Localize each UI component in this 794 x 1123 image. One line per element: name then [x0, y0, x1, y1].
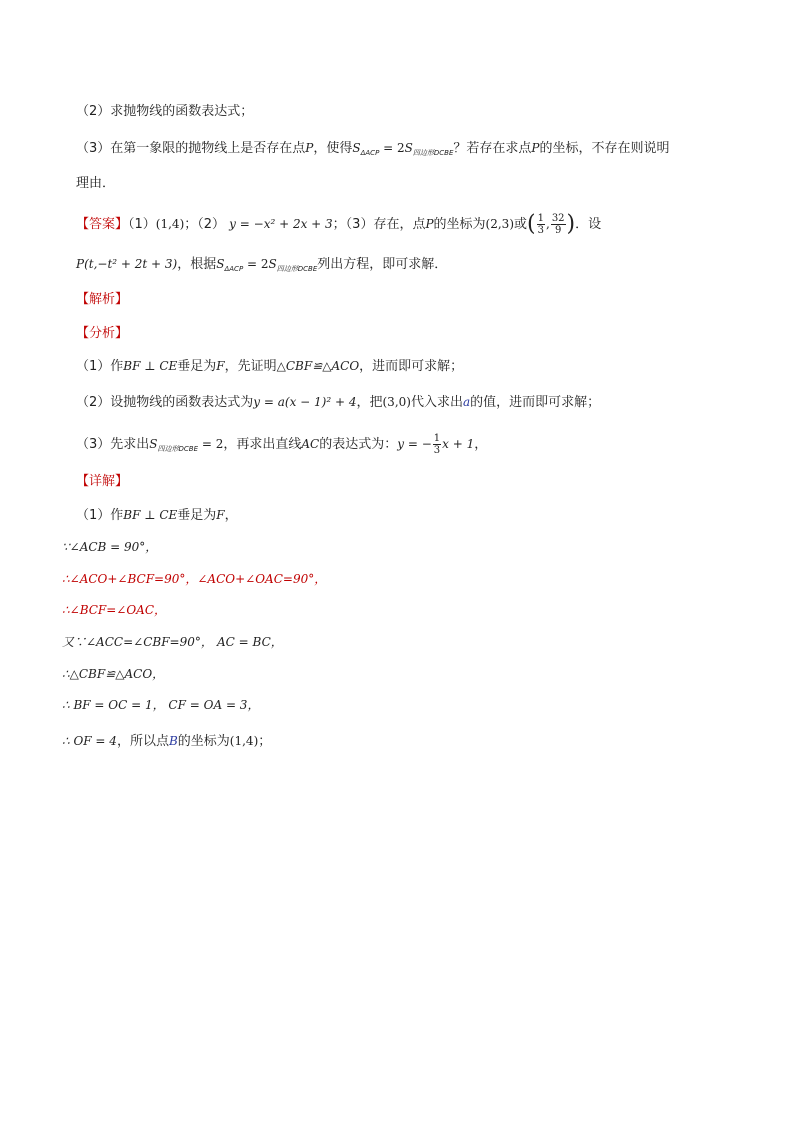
a3-prefix: （3）先求出 [76, 437, 150, 452]
area-sub-quad: 四边形DCBE [412, 149, 454, 157]
answer-point-p: P(t,−t² + 2t + 3) [76, 257, 178, 271]
d8e-text: (1,4) [229, 734, 259, 748]
a2-mid2: 代入求出 [410, 395, 463, 410]
answer-1: (1,4) [155, 217, 185, 231]
question-3-prefix: （3）在第一象限的抛物线上是否存在点 [76, 141, 306, 156]
a1-math: BF ⊥ CE [123, 359, 178, 373]
a2-math: y = a(x − 1)² + 4 [253, 395, 357, 409]
a1-mid: 垂足为 [177, 359, 217, 374]
question-3-suffix2: 的坐标，不存在则说明 [539, 141, 670, 156]
area-symbol-5: S [149, 437, 158, 451]
a3-ac: AC [301, 437, 320, 451]
area-symbol-3: S [216, 257, 225, 271]
detail-5 [62, 632, 283, 653]
detail-4 [62, 600, 166, 621]
analysis-2 [76, 392, 600, 413]
d4-text: ∴∠BCF=∠OAC， [62, 603, 167, 617]
equals-two-2: = 2 [243, 257, 269, 271]
area-sub-acp-2: ΔACP [224, 265, 244, 273]
d1-end: ， [224, 508, 238, 523]
equals-two: = 2 [379, 141, 405, 155]
d1-math: BF ⊥ CE [123, 508, 178, 522]
d1-prefix: （1）作 [76, 508, 124, 523]
question-3-suffix1: ？若存在求点 [453, 141, 532, 156]
d1-mid: 垂足为 [177, 508, 217, 523]
frac2-den: 9 [554, 225, 562, 236]
area-symbol-2: S [404, 141, 413, 155]
question-3-mid: ，使得 [313, 141, 353, 156]
fraction-1-3 [537, 213, 545, 236]
d6-text: ∴△CBF≌△ACO， [62, 667, 165, 681]
area-symbol: S [352, 141, 361, 155]
answer-p2: ；（2） [184, 217, 226, 232]
detail-7 [62, 695, 259, 716]
point-p-3: P [425, 217, 434, 231]
detail-2 [62, 537, 157, 558]
paren-right: ) [566, 211, 576, 237]
paren-left: ( [527, 211, 536, 237]
d2-text: ∵∠ACB = 90°， [62, 540, 158, 554]
d3-text: ∴∠ACO+∠BCF=90°，∠ACO+∠OAC=90°， [62, 572, 327, 586]
analysis-1 [76, 356, 463, 377]
detail-3 [62, 569, 326, 590]
frac2-num: 32 [551, 213, 565, 224]
d8f-text: ； [258, 734, 272, 749]
jiexi-tag: 【解析】 [76, 292, 129, 307]
frac1-num: 1 [537, 213, 544, 224]
answer-line2-end: 列出方程，即可求解． [317, 257, 448, 272]
a3-rest: x + 1 [442, 437, 475, 451]
question-3 [76, 138, 669, 163]
answer-2: y = −x² + 2x + 3 [229, 217, 333, 231]
question-2-text: （2）求抛物线的函数表达式； [76, 104, 254, 119]
answer-end: ．设 [575, 217, 602, 232]
fraction-1-3-b [433, 433, 441, 456]
d1-f: F [216, 508, 225, 522]
a2-point: (3,0) [382, 395, 411, 409]
d8d-text: 的坐标为 [177, 734, 230, 749]
a2-end: 的值，进而即可求解； [470, 395, 601, 410]
a1-prefix: （1）作 [76, 359, 124, 374]
a2-mid: ，把 [356, 395, 383, 410]
a2-a: a [462, 395, 471, 409]
d8a-text: ∴ OF = 4 [62, 734, 117, 748]
area-sub-quad-3: 四边形DCBE [157, 445, 199, 453]
frac1-den: 3 [537, 225, 544, 236]
answer-line-2 [76, 254, 447, 279]
a3-end: ， [474, 437, 488, 452]
d8b-text: ，所以点 [116, 734, 169, 749]
a3-mid: ，再求出直线 [223, 437, 302, 452]
answer-line2-text: ，根据 [177, 257, 217, 272]
d5a-text: 又∵∠ACC=∠CBF=90°， [62, 635, 213, 649]
area-symbol-4: S [268, 257, 277, 271]
point-p-2: P [531, 141, 540, 155]
a1-congruence: △CBF≌△ACO [276, 359, 360, 373]
answer-line-1: 【答案】（1）(1,4)；（2） y = −x² + 2x + 3；（3）存在，点P的坐标为(2,3)或( $\frac{1}{3}$ , $\frac{32}{9}$ )．设 [76, 211, 602, 237]
question-3-line2-text: 理由． [76, 176, 116, 191]
d7-text: ∴ BF = OC = 1， CF = OA = 3， [62, 698, 260, 712]
answer-p1: （1） [128, 217, 156, 232]
a1-f: F [216, 359, 225, 373]
answer-or: 或 [514, 217, 528, 232]
a1-end: ，进而即可求解； [359, 359, 464, 374]
fenxi-tag: 【分析】 [76, 326, 129, 341]
area-sub-quad-2: 四边形DCBE [276, 265, 318, 273]
a3-eq: = 2 [198, 437, 224, 451]
fraction-32-9 [551, 213, 566, 236]
a3-y: y = − [397, 437, 432, 451]
answer-p3b: 的坐标为 [433, 217, 486, 232]
d8-point-b: B [168, 734, 178, 748]
d5b-text: AC = BC， [217, 635, 283, 649]
a2-prefix: （2）设抛物线的函数表达式为 [76, 395, 254, 410]
a3-num: 1 [433, 433, 441, 444]
question-2 [76, 102, 253, 122]
a3-den: 3 [433, 445, 441, 456]
a1-text: ，先证明 [224, 359, 277, 374]
answer-p3: ；（3）存在，点 [332, 217, 426, 232]
detail-6 [62, 664, 164, 685]
answer-tag: 【答案】 [76, 217, 129, 232]
analysis-3 [76, 431, 487, 462]
detail-1 [76, 505, 238, 526]
area-sub-acp: ΔACP [360, 149, 380, 157]
detail-8 [62, 731, 271, 752]
point-p: P [305, 141, 314, 155]
a3-mid2: 的表达式为： [319, 437, 398, 452]
answer-3a: (2,3) [485, 217, 514, 231]
xiangjie-tag: 【详解】 [76, 474, 129, 489]
question-3-line2 [76, 174, 115, 194]
